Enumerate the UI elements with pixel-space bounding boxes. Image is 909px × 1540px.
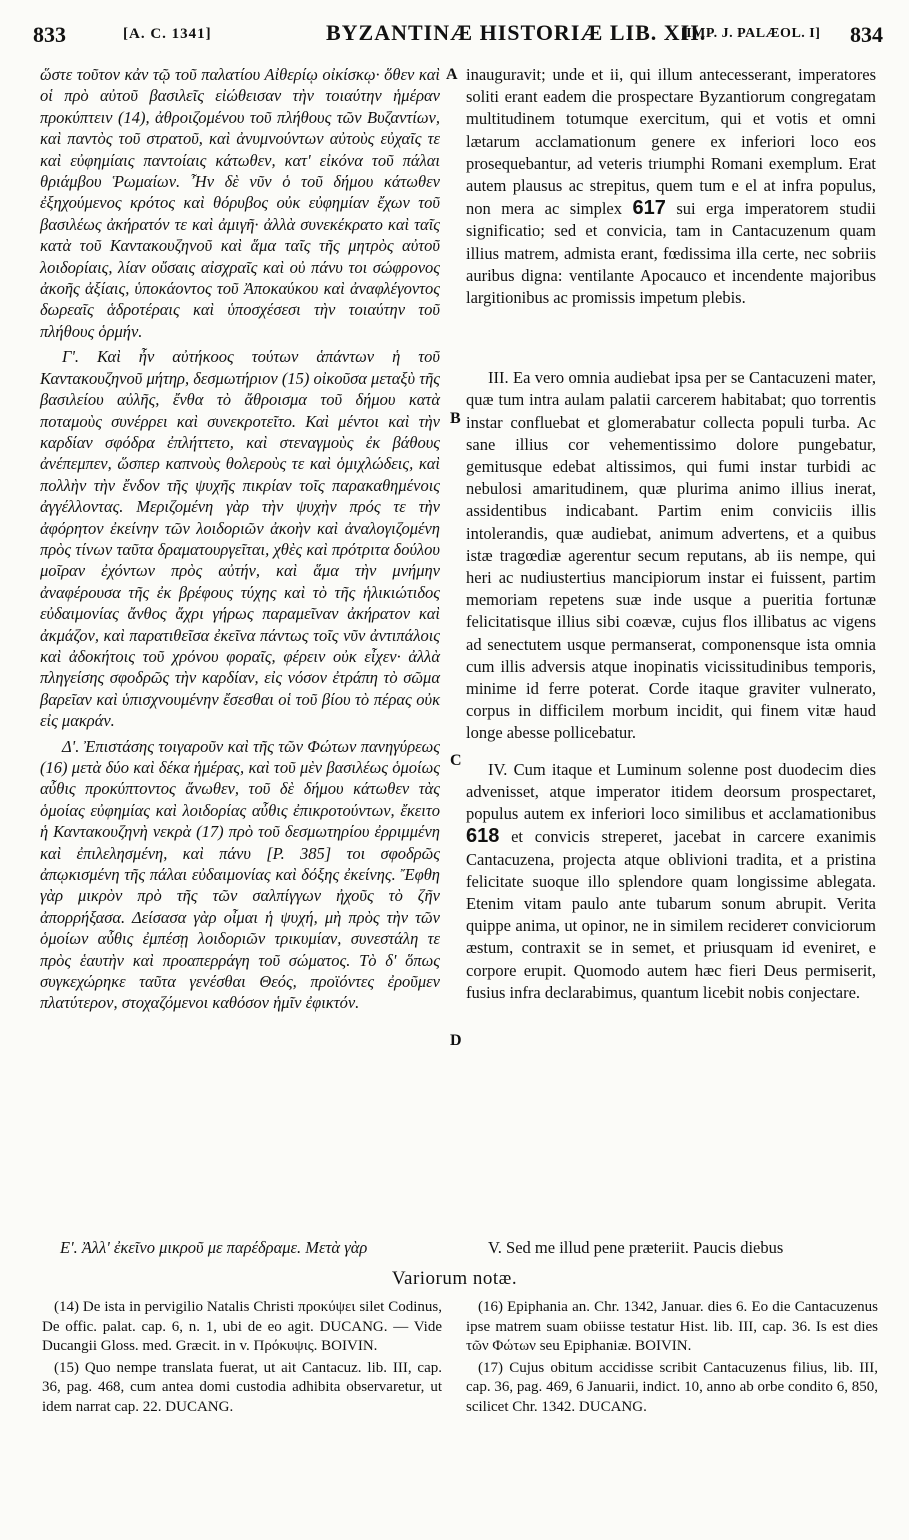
latin-paragraph-4: V. Sed me illud pene præteriit. Paucis diebus [488, 1238, 784, 1257]
latin-paragraph-1-b: sui erga imperatorem studii significatio; sed et convicia, tam in Cantacuzenum quam illius matrem, admista erant, fœdissima illa certe, nec sobriis auribus digna: ventilante Apocauco et incendente majoribus largitionibus ac promissis impetum plebis. [466, 199, 877, 308]
page-number-right: 834 [850, 22, 883, 47]
latin-paragraph-1 [466, 64, 876, 309]
year-indicator: [A. C. 1341] [123, 26, 212, 42]
margin-letter-b: B [450, 410, 461, 427]
greek-column [40, 64, 440, 1014]
notes-right-column [466, 1298, 878, 1420]
latin-paragraph-1-a: inauguravit; unde et ii, qui illum antecesserant, imperatores soliti erant eadem die prospectare Byzantiorum congregatam multitudinem totumque exercitum, qui et votis et omni lætarum acclamationum genere ex inferiori loco eos prosequebantur, ad veteris triumphi Romani exemplum. Erat autem plausus ac strepitus, quem tum e el at infra populus, non mera ac simplex [466, 65, 876, 219]
greek-paragraph-1: ὥστε τοῦτον κἀν τῷ τοῦ παλατίου Αἰθερίῳ οἰκίσκῳ· ὅθεν καὶ οἱ πρὸ αὐτοῦ βασιλεῖς εἰώθεισαν τὴν τοιαύτην ἡμέραν προκύπτειν (14), ἀθροιζομένου τοῦ πλήθους τῶν Βυζαντίων, καὶ παντὸς τοῦ στρατοῦ, καὶ ἀνυμνούντων αὐτοὺς εὐχαῖς τε καὶ εὐφημίαις παντοίαις κάτωθεν, κατ' εἰκόνα τοῦ πάλαι θριάμβου Ῥωμαίων. Ἦν δὲ νῦν ὁ τοῦ δήμου κάτωθεν ἐξηχούμενος κρότος καὶ θόρυβος οὐκ εὐφημίαν ἔχων τοῦ βασιλέως ἀκήρατόν τε καὶ ἀμιγῆ· ἀλλὰ συνεκέκρατο καὶ ταῖς κατὰ τοῦ Καντακουζηνοῦ καὶ ἅμα ταῖς τῆς μητρὸς αὐτοῦ λοιδορίαις, λίαν οὔσαις αἰσχραῖς καὶ οὐ πάνυ τοι σώφρονος ἀκοῆς ἀξίαις, ὑποκάοντος τοῦ Ἀποκαύκου καὶ ἀναφλέγοντος δωρεαῖς ἁδροτέραις καὶ ὑποσχέσεσι τὴν τοιαύτην τοῦ πλήθους ὁρμήν. [40, 65, 440, 341]
greek-paragraph-4: Ε'. Ἀλλ' ἐκεῖνο μικροῦ με παρέδραμε. Μετὰ γὰρ [60, 1238, 368, 1257]
margin-letter-c: C [450, 752, 462, 769]
notes-title: Variorum notæ. [391, 1268, 518, 1289]
margin-number-617: 617 [632, 197, 666, 220]
latin-paragraph-3 [466, 759, 876, 1004]
emperor-indicator: [IMP. J. PALÆOL. I] [681, 26, 821, 41]
note-15: (15) Quo nempe translata fuerat, ut ait Cantacuz. lib. III, cap. 36, pag. 468, cum antea domi custodia adhibita observaretur, ut idem narrat cap. 22. DUCANG. [42, 1359, 442, 1415]
latin-column [466, 64, 876, 1004]
running-header [33, 14, 883, 48]
note-16: (16) Epiphania an. Chr. 1342, Januar. dies 6. Eo die Cantacuzenus ipse matrem suam obiisse testatur Hist. lib. III, cap. 36. Is est dies τῶν Φώτων seu Epiphaniæ. BOIVIN. [466, 1299, 878, 1355]
latin-paragraph-2: III. Ea vero omnia audiebat ipsa per se Cantacuzeni mater, quæ tum intra aulam palatii carcerem habitabat; quo torrentis instar confluebat et glomerabatur collecta populi turba. Ac sane illius cor vehementissimo dolore pungebatur, gemitusque edebat altissimos, qui fumi instar turbidi ac nebulosi amaritudinem, quæ plurima animo illius inerat, assidentibus indicabant. Partim enim conviciis illis intolerandis, quæ audiebat, animum advertens, et a quibus istæ tragœdiæ agerentur secum reputans, ab iis nempe, qui heri ac nudiustertius mancipiorum instar ei fuissent, partim memoriam repetens suæ inde usque a pueritia fortunæ felicitatisque illius sibi coævæ, cujus flos illibatus ac vigens ad senectutem usque permanserat, componensque ista omnia cum illis adversis atque inopinatis vicissitudinibus temporis, minime id ferre poterat. Corde itaque graviter vulnerato, corpus in difficilem morbum incidit, qui finem vitæ haud longe abesse pollicebatur. [466, 368, 876, 743]
margin-number-618: 618 [466, 825, 500, 848]
note-17: (17) Cujus obitum accidisse scribit Cantacuzenus filius, lib. III, cap. 36, pag. 469, 6 Januarii, indict. 10, anno ab orbe condito 6, 850, scilicet Chr. 1342. DUCANG. [466, 1359, 878, 1415]
margin-letter-d: D [450, 1032, 462, 1049]
running-title: BYZANTINÆ HISTORIÆ LIB. XII. [326, 20, 707, 45]
page-number-left: 833 [33, 22, 66, 47]
latin-paragraph-3-a: IV. Cum itaque et Luminum solenne post duodecim dies advenisset, atque imperator itidem deorsum prospectaret, populus autem ex inferiori loco similibus et acclamationibus [466, 759, 876, 824]
note-14: (14) De ista in pervigilio Natalis Christi προκύψει silet Codinus, De offic. palat. cap. 6, n. 1, ubi de eo agit. DUCANG. — Vide Ducangii Gloss. med. Græcit. in v. Πρόκυψις. BOIVIN. [42, 1299, 442, 1355]
notes-left-column [42, 1298, 442, 1420]
greek-paragraph-3: Δ'. Ἐπιστάσης τοιγαροῦν καὶ τῆς τῶν Φώτων πανηγύρεως (16) μετὰ δύο καὶ δέκα ἡμέρας, καὶ τοῦ μὲν βασιλέως ὁμοίως αὖθις προκύπτοντος ἄνωθεν, τοῦ δὲ δήμου κάτωθεν τὰς ὁμοίας εὐφημίας καὶ λοιδορίας αὖθις ἐπικροτούντων, ἔκειτο ἡ Καντακουζηνὴ νεκρὰ (17) πρὸ τοῦ δεσμωτηρίου ἐρριμμένη καὶ ἐπιλελησμένη, καὶ πάνυ [P. 385] τοι σφοδρῶς ἀπῳκισμένη τῆς πάλαι εὐδαιμονίας καὶ δόξης ἐκείνης. Ἔφθη γὰρ μικρὸν πρὸ τῆς τῶν σαλπίγγων ἠχοῦς τὸ ζῆν ἀπορρήξασα. Δείσασα γὰρ οἶμαι ἡ ψυχή, μὴ πρὸς τὴν τῶν ὁμοίων αὖθις ἐμπέσῃ λοιδοριῶν τρικυμίαν, συνεστάλη τε πρὸς ἑαυτὴν καὶ προαπερράγη τοῦ σώματος. Τὸ δ' ὅπως συγκεχώρηκε ταῦτα γενέσθαι Θεός, προϊόντες ἐροῦμεν πλατύτερον, στοχαζόμενοι καθόσον ἡμῖν ἐφικτόν. [40, 736, 440, 1013]
latin-paragraph-3-b: et convicis streperet, jacebat in carcere exanimis Cantacuzena, projecta atque oblivioni tradita, et a pristina felicitate suoque illo splendore quam longissime ablegata. Etenim vitam paulo ante tubarum sonum abrupit. Verita quippe anima, ut opinor, ne in similem reciderет conviciorum æstum, contraxit se in semet, et priusquam id eveniret, e corpore erupit. Quomodo autem hæc fieri Deus permiserit, fusius infra declarabimus, quantum licebit nobis conjectare. [466, 827, 877, 1002]
greek-paragraph-2: Γ'. Καὶ ἦν αὐτήκοος τούτων ἁπάντων ἡ τοῦ Καντακουζηνοῦ μήτηρ, δεσμωτήριον (15) οἰκοῦσα μεταξὺ τῆς βασιλείου αὐλῆς, ἔνθα τὸ ἄθροισμα τοῦ δήμου κατὰ ποταμοὺς συνέρρει καὶ συνεκροτεῖτο. Καὶ μέντοι καὶ τὴν καρδίαν σφόδρα ἐπλήττετο, καὶ στεναγμοὺς ἐκ βάθους ἀνέπεμπεν, ὥσπερ καπνοὺς θολεροὺς τε καὶ ὁμιχλώδεις, καὶ πολλὴν τὴν ἔνδον τῆς ψυχῆς πικρίαν τοῖς παρακαθημένοις ἀγγέλλοντας. Μεριζομένη γὰρ τὴν ψυχὴν πρός τε τὴν ἀφόρητον ἐκείνην τῶν λοιδοριῶν ἀκοὴν καὶ ἀναλογιζομένη πρὸς τίνων ταῦτα δραματουργεῖται, χθὲς καὶ πρότριτα δούλου μοῖραν ἐχόντων πρὸς αὐτήν, καὶ ἅμα τὴν μνήμην ἀναφέρουσα τῆς ἐκ βρέφους τύχης καὶ τὸ τῆς ἡλικιώτιδος εὐδαιμονίας ἄνθος ἄχρι γήρως παραμεῖναν ἀκήρατον καὶ ἀκμάζον, καὶ παρατιθεῖσα ἐκεῖνα πάντως τοῖς νῦν ἀντιπάλοις καὶ ἀδοκήτοις τοῦ χρόνου φοραῖς, φέρειν οὐκ εἶχεν· ἀλλὰ πληγείσης σφοδρῶς τὴν καρδίαν, εἰς νόσον ἐτράπη τὸ σῶμα βαρεῖαν καὶ ὑπισχνουμένην ἔσεσθαι οἱ τοῦ βίου τὸ πέρας οὐκ εἰς μακράν. [40, 347, 440, 731]
margin-letter-a: A [446, 66, 458, 83]
